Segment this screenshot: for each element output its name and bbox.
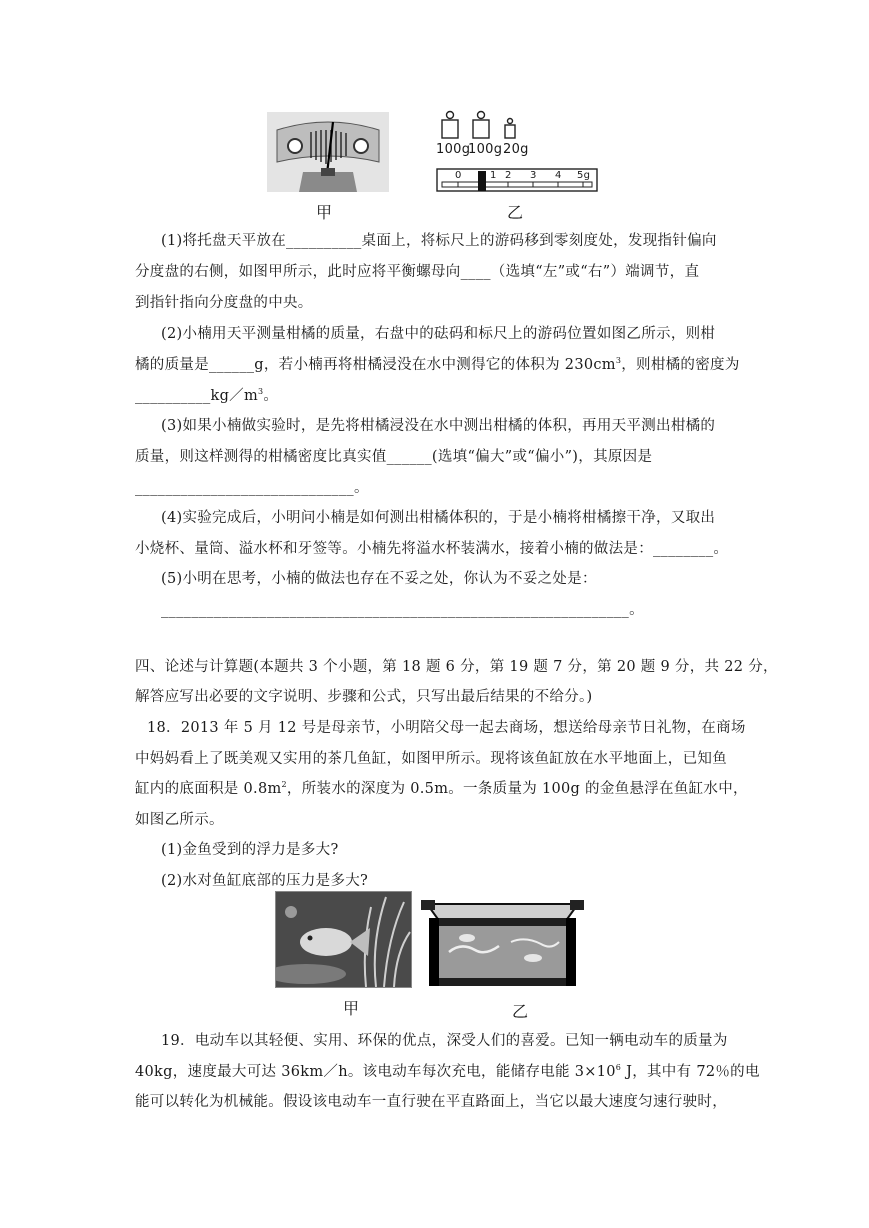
q17-part2-line2-tail: ，则柑橘的密度为	[621, 357, 740, 373]
q17-part4-line2: 小烧杯、量筒、溢水杯和牙签等。小楠先将溢水杯装满水，接着小楠的做法是：________。	[135, 541, 729, 557]
q18-line1: 18．2013 年 5 月 12 号是母亲节，小明陪父母一起去商场，想送给母亲节日礼物，在商场	[147, 720, 746, 736]
section4-heading-line1: 四、论述与计算题(本题共 3 个小题，第 18 题 6 分，第 19 题 7 分，第 20 题 9 分，共 22 分，	[135, 659, 778, 675]
q17-part1-line3: 到指针指向分度盘的中央。	[135, 295, 313, 311]
weight-label-3: 20g	[503, 142, 529, 157]
figure2-label-yi: 乙	[512, 1002, 529, 1021]
fish-tank-icon	[415, 892, 590, 990]
q17-part5-line1: (5)小明在思考，小楠的做法也存在不妥之处，你认为不妥之处是：	[161, 571, 597, 587]
weight-label-1: 100g	[436, 142, 471, 157]
fish-tank-photo	[415, 892, 590, 990]
m3-superscript: 3	[258, 387, 264, 397]
q17-part5-line2: ______________________________________________________________。	[161, 602, 644, 618]
figure2-label-jia: 甲	[343, 999, 360, 1018]
ruler-tick-0: 0	[455, 170, 462, 181]
section4-heading-line2: 解答应写出必要的文字说明、步骤和公式，只写出最后结果的不给分。)	[135, 689, 593, 705]
q19-line2	[135, 1060, 760, 1081]
q17-part1-line2: 分度盘的右侧，如图甲所示，此时应将平衡螺母向____（选填“左”或“右”）端调节，直	[135, 264, 700, 280]
q19-line1: 19．电动车以其轻便、实用、环保的优点，深受人们的喜爱。已知一辆电动车的质量为	[161, 1033, 728, 1049]
q19-line3: 能可以转化为机械能。假设该电动车一直行驶在平直路面上，当它以最大速度匀速行驶时，	[135, 1094, 727, 1110]
q17-part2-line3	[135, 384, 278, 405]
q17-part3-line1: (3)如果小楠做实验时，是先将柑橘浸没在水中测出柑橘的体积，再用天平测出柑橘的	[161, 418, 716, 434]
q19-line2-text: 40kg，速度最大可达 36km／h。该电动车每次充电，能储存电能 3×10	[135, 1064, 616, 1080]
ruler-tick-1: 1	[490, 170, 497, 181]
q18-sub1: (1)金鱼受到的浮力是多大?	[161, 842, 339, 858]
q17-part1-line1: (1)将托盘天平放在__________桌面上，将标尺上的游码移到零刻度处，发现指针偏向	[161, 233, 717, 249]
q18-line4: 如图乙所示。	[135, 812, 224, 828]
q17-part2-line3-tail: 。	[263, 388, 279, 404]
ruler-tick-5: 5g	[577, 170, 591, 181]
q18-line3-text: 缸内的底面积是 0.8m	[135, 781, 282, 797]
weight-label-2: 100g	[468, 142, 503, 157]
ruler-tick-4: 4	[555, 170, 562, 181]
q18-line2: 中妈妈看上了既美观又实用的茶几鱼缸，如图甲所示。现将该鱼缸放在水平地面上，已知鱼	[135, 751, 727, 767]
balance-pointer-icon	[267, 112, 389, 192]
q17-part4-line1: (4)实验完成后，小明问小楠是如何测出柑橘体积的，于是小楠将柑橘擦干净，又取出	[161, 510, 716, 526]
q17-part2-line2	[135, 353, 740, 374]
ruler-tick-3: 3	[530, 170, 537, 181]
q18-line3-tail: ，所装水的深度为 0.5m。一条质量为 100g 的金鱼悬浮在鱼缸水中，	[286, 781, 748, 797]
q18-line3	[135, 777, 748, 798]
q17-part2-line3-text: __________kg／m	[135, 388, 259, 404]
q17-part2-line1: (2)小楠用天平测量柑橘的质量，右盘中的砝码和标尺上的游码位置如图乙所示，则柑	[161, 326, 716, 342]
q17-part3-line3: _____________________________。	[135, 480, 369, 496]
figure-label-yi: 乙	[507, 203, 524, 222]
m2-superscript: 2	[281, 780, 287, 790]
q19-line2-tail: J，其中有 72％的电	[621, 1064, 760, 1080]
q17-part2-line2-text: 橘的质量是______g，若小楠再将柑橘浸没在水中测得它的体积为 230cm	[135, 357, 616, 373]
q17-part3-line2: 质量，则这样测得的柑橘密度比真实值______(选填“偏大”或“偏小”)，其原因是	[135, 449, 653, 465]
goldfish-photo	[275, 891, 412, 988]
cm3-superscript: 3	[615, 356, 622, 366]
balance-pointer-photo	[267, 112, 389, 192]
goldfish-icon	[276, 892, 411, 987]
ruler-tick-2: 2	[505, 170, 512, 181]
q18-sub2: (2)水对鱼缸底部的压力是多大?	[161, 873, 369, 889]
power-superscript: 6	[615, 1063, 622, 1073]
figure-label-jia: 甲	[316, 203, 333, 222]
